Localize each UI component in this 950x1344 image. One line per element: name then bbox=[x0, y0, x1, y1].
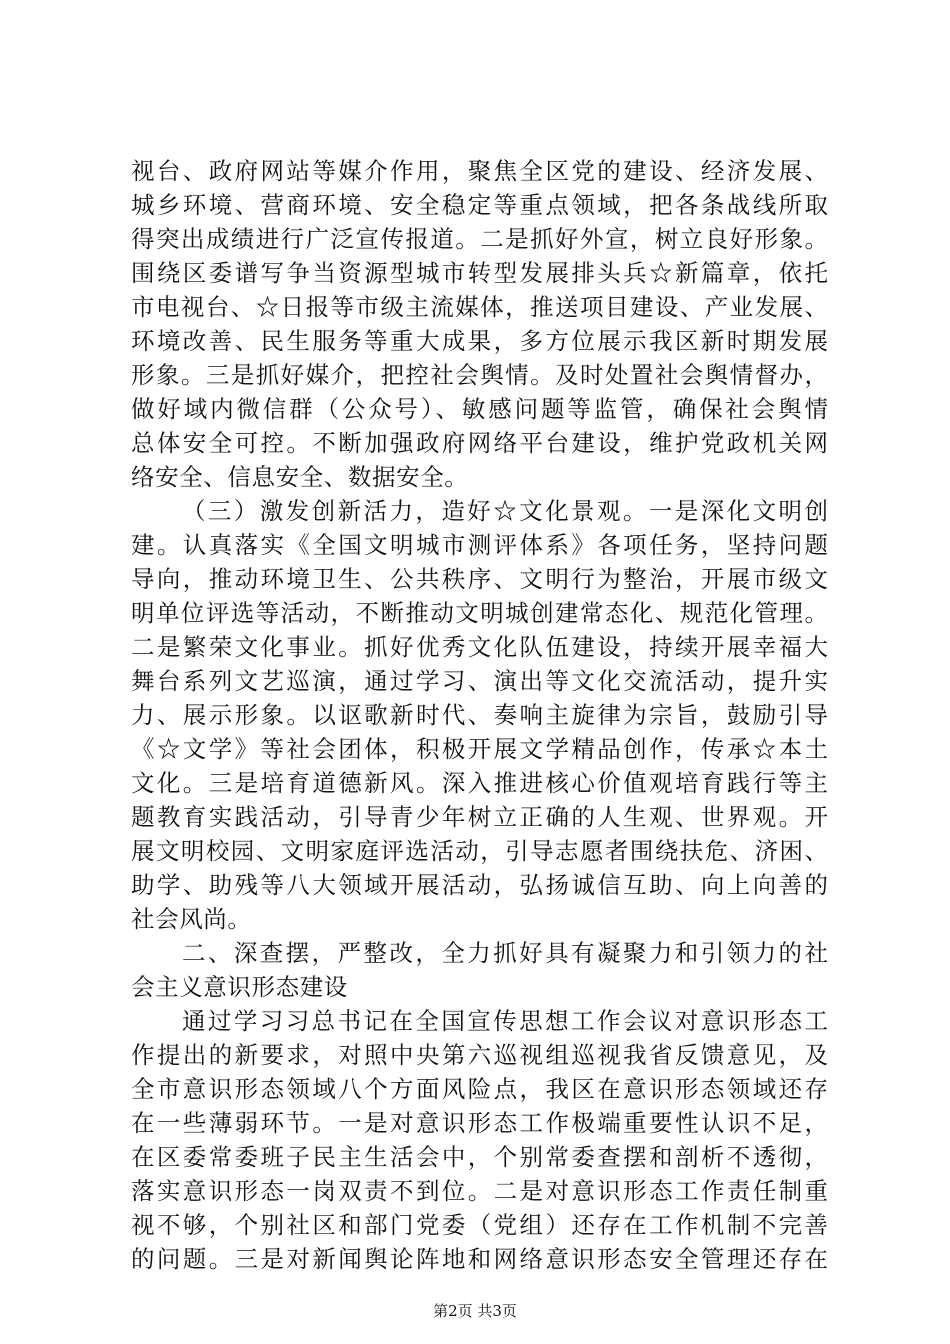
body-text-line: 《☆文学》等社会团体，积极开展文学精品创作，传承☆本土 bbox=[131, 735, 828, 763]
section-heading-line: 二、深查摆，严整改，全力抓好具有凝聚力和引领力的社 bbox=[182, 939, 828, 967]
body-text-line: 形象。三是抓好媒介，把控社会舆情。及时处置社会舆情督办， bbox=[131, 361, 828, 389]
body-text-line: 展文明校园、文明家庭评选活动，引导志愿者围绕扶危、济困、 bbox=[131, 837, 828, 865]
body-text-line: 络安全、信息安全、数据安全。 bbox=[131, 463, 469, 491]
body-text-line: 的问题。三是对新闻舆论阵地和网络意识形态安全管理还存在 bbox=[131, 1245, 828, 1273]
body-text-line: 文化。三是培育道德新风。深入推进核心价值观培育践行等主 bbox=[131, 769, 828, 797]
body-text-line: 在一些薄弱环节。一是对意识形态工作极端重要性认识不足， bbox=[131, 1109, 828, 1137]
body-text-line: 力、展示形象。以讴歌新时代、奏响主旋律为宗旨，鼓励引导 bbox=[131, 701, 828, 729]
page-number-footer: 第2页 共3页 bbox=[433, 1302, 517, 1320]
body-text-line: 市电视台、☆日报等市级主流媒体，推送项目建设、产业发展、 bbox=[131, 293, 828, 321]
body-text-line: 视台、政府网站等媒介作用，聚焦全区党的建设、经济发展、 bbox=[131, 157, 828, 185]
section-heading-line: 会主义意识形态建设 bbox=[131, 973, 348, 1001]
body-text-line: 二是繁荣文化事业。抓好优秀文化队伍建设，持续开展幸福大 bbox=[131, 633, 828, 661]
section-heading-line: （三）激发创新活力，造好☆文化景观。一是深化文明创 bbox=[182, 497, 828, 525]
body-text-line: 在区委常委班子民主生活会中，个别常委查摆和剖析不透彻， bbox=[131, 1143, 828, 1171]
body-text-line: 作提出的新要求，对照中央第六巡视组巡视我省反馈意见，及 bbox=[131, 1041, 828, 1069]
body-text-line: 得突出成绩进行广泛宣传报道。二是抓好外宣，树立良好形象。 bbox=[131, 225, 828, 253]
body-text-line: 通过学习习总书记在全国宣传思想工作会议对意识形态工 bbox=[182, 1007, 828, 1035]
body-text-line: 导向，推动环境卫生、公共秩序、文明行为整治，开展市级文 bbox=[131, 565, 828, 593]
body-text-line: 城乡环境、营商环境、安全稳定等重点领域，把各条战线所取 bbox=[131, 191, 828, 219]
body-text-line: 做好域内微信群（公众号）、敏感问题等监管，确保社会舆情 bbox=[131, 395, 828, 423]
body-text-line: 题教育实践活动，引导青少年树立正确的人生观、世界观。开 bbox=[131, 803, 828, 831]
body-text-line: 社会风尚。 bbox=[131, 905, 252, 933]
body-text-line: 助学、助残等八大领域开展活动，弘扬诚信互助、向上向善的 bbox=[131, 871, 828, 899]
body-text-line: 落实意识形态一岗双责不到位。二是对意识形态工作责任制重 bbox=[131, 1177, 828, 1205]
body-text-line: 视不够，个别社区和部门党委（党组）还存在工作机制不完善 bbox=[131, 1211, 828, 1239]
body-text-line: 全市意识形态领域八个方面风险点，我区在意识形态领域还存 bbox=[131, 1075, 828, 1103]
body-text-line: 建。认真落实《全国文明城市测评体系》各项任务，坚持问题 bbox=[131, 531, 828, 559]
body-text-line: 舞台系列文艺巡演，通过学习、演出等文化交流活动，提升实 bbox=[131, 667, 828, 695]
body-text-line: 围绕区委谱写争当资源型城市转型发展排头兵☆新篇章，依托 bbox=[131, 259, 828, 287]
body-text-line: 总体安全可控。不断加强政府网络平台建设，维护党政机关网 bbox=[131, 429, 828, 457]
body-text-line: 明单位评选等活动，不断推动文明城创建常态化、规范化管理。 bbox=[131, 599, 828, 627]
body-text-line: 环境改善、民生服务等重大成果，多方位展示我区新时期发展 bbox=[131, 327, 828, 355]
